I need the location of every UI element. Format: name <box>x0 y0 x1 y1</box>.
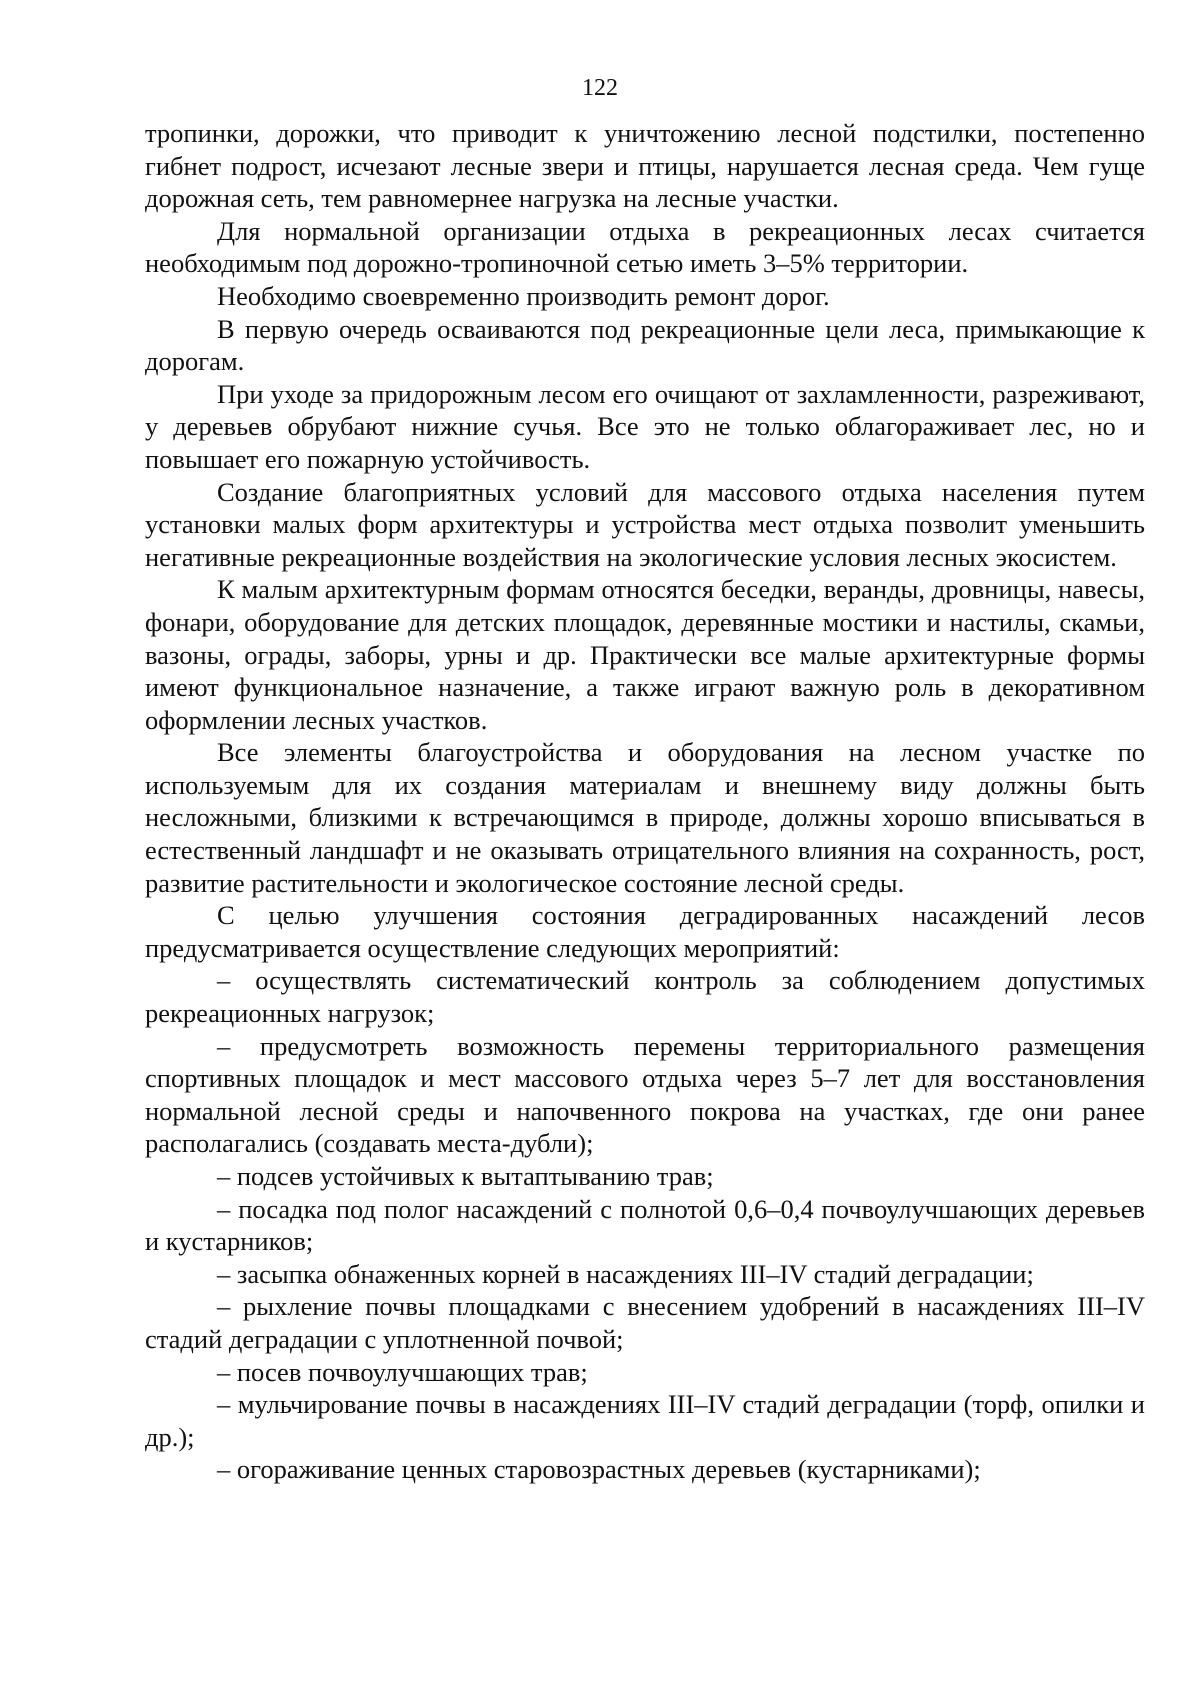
paragraph: Создание благоприятных условий для массового отдыха населения путем установки малых форм архитектуры и устройства мест отдыха позволит уменьшить негативные рекреационные воздействия на экологические условия лесных экосистем. <box>145 476 1145 572</box>
paragraph: К малым архитектурным формам относятся беседки, веранды, дровницы, навесы, фонари, оборудование для детских площадок, деревянные мостики и настилы, скамьи, вазоны, ограды, заборы, урны и др. Практически все малые архитектурные формы имеют функциональное назначение, а также играют важную роль в декоративном оформлении лесных участков. <box>145 574 1145 735</box>
list-item: – мульчирование почвы в насаждениях III–IV стадий деградации (торф, опилки и др.); <box>145 1389 1145 1452</box>
list-item: – огораживание ценных старовозрастных деревьев (кустарниками); <box>217 1454 981 1485</box>
page-number: 122 <box>582 75 618 101</box>
list-item: – осуществлять систематический контроль за соблюдением допустимых рекреационных нагрузок; <box>145 965 1145 1029</box>
paragraph: тропинки, дорожки, что приводит к уничтожению лесной подстилки, постепенно гибнет подрост, исчезают лесные звери и птицы, нарушается лесная среда. Чем гуще дорожная сеть, тем равномернее нагрузка на лесные участки. <box>145 118 1145 214</box>
paragraph: Необходимо своевременно производить ремонт дорог. <box>217 280 830 311</box>
list-item: – рыхление почвы площадками с внесением удобрений в насаждениях III–IV стадий деградации с уплотненной почвой; <box>145 1291 1145 1354</box>
list-item: – подсев устойчивых к вытаптыванию трав; <box>217 1161 714 1191</box>
paragraph: При уходе за придорожным лесом его очищают от захламленности, разреживают, у деревьев обрубают нижние сучья. Все это не только облагораживает лес, но и повышает его пожарную устойчивость. <box>145 378 1145 474</box>
list-item: – посадка под полог насаждений с полнотой 0,6–0,4 почвоулучшающих деревьев и кустарников; <box>145 1193 1145 1257</box>
paragraph: Все элементы благоустройства и оборудования на лесном участке по используемым для их создания материалам и внешнему виду должны быть несложными, близкими к встречающимся в природе, должны хорошо вписываться в естественный ландшафт и не оказывать отрицательного влияния на сохранность, рост, развитие растительности и экологическое состояние лесной среды. <box>145 737 1145 898</box>
paragraph: Для нормальной организации отдыха в рекреационных лесах считается необходимым под дорожно-тропиночной сетью иметь 3–5% территории. <box>145 215 1145 279</box>
paragraph: С целью улучшения состояния деградированных насаждений лесов предусматривается осуществление следующих мероприятий: <box>145 900 1145 963</box>
list-item: – предусмотреть возможность перемены территориального размещения спортивных площадок и мест массового отдыха через 5–7 лет для восстановления нормальной лесной среды и напочвенного покрова на участках, где они ранее располагались (создавать места-дубли); <box>145 1030 1145 1159</box>
list-item: – посев почвоулучшающих трав; <box>217 1356 588 1387</box>
paragraph: В первую очередь осваиваются под рекреационные цели леса, примыкающие к дорогам. <box>145 313 1145 377</box>
list-item: – засыпка обнаженных корней в насаждениях III–IV стадий деградации; <box>217 1258 1034 1289</box>
body-text <box>145 117 1145 1486</box>
